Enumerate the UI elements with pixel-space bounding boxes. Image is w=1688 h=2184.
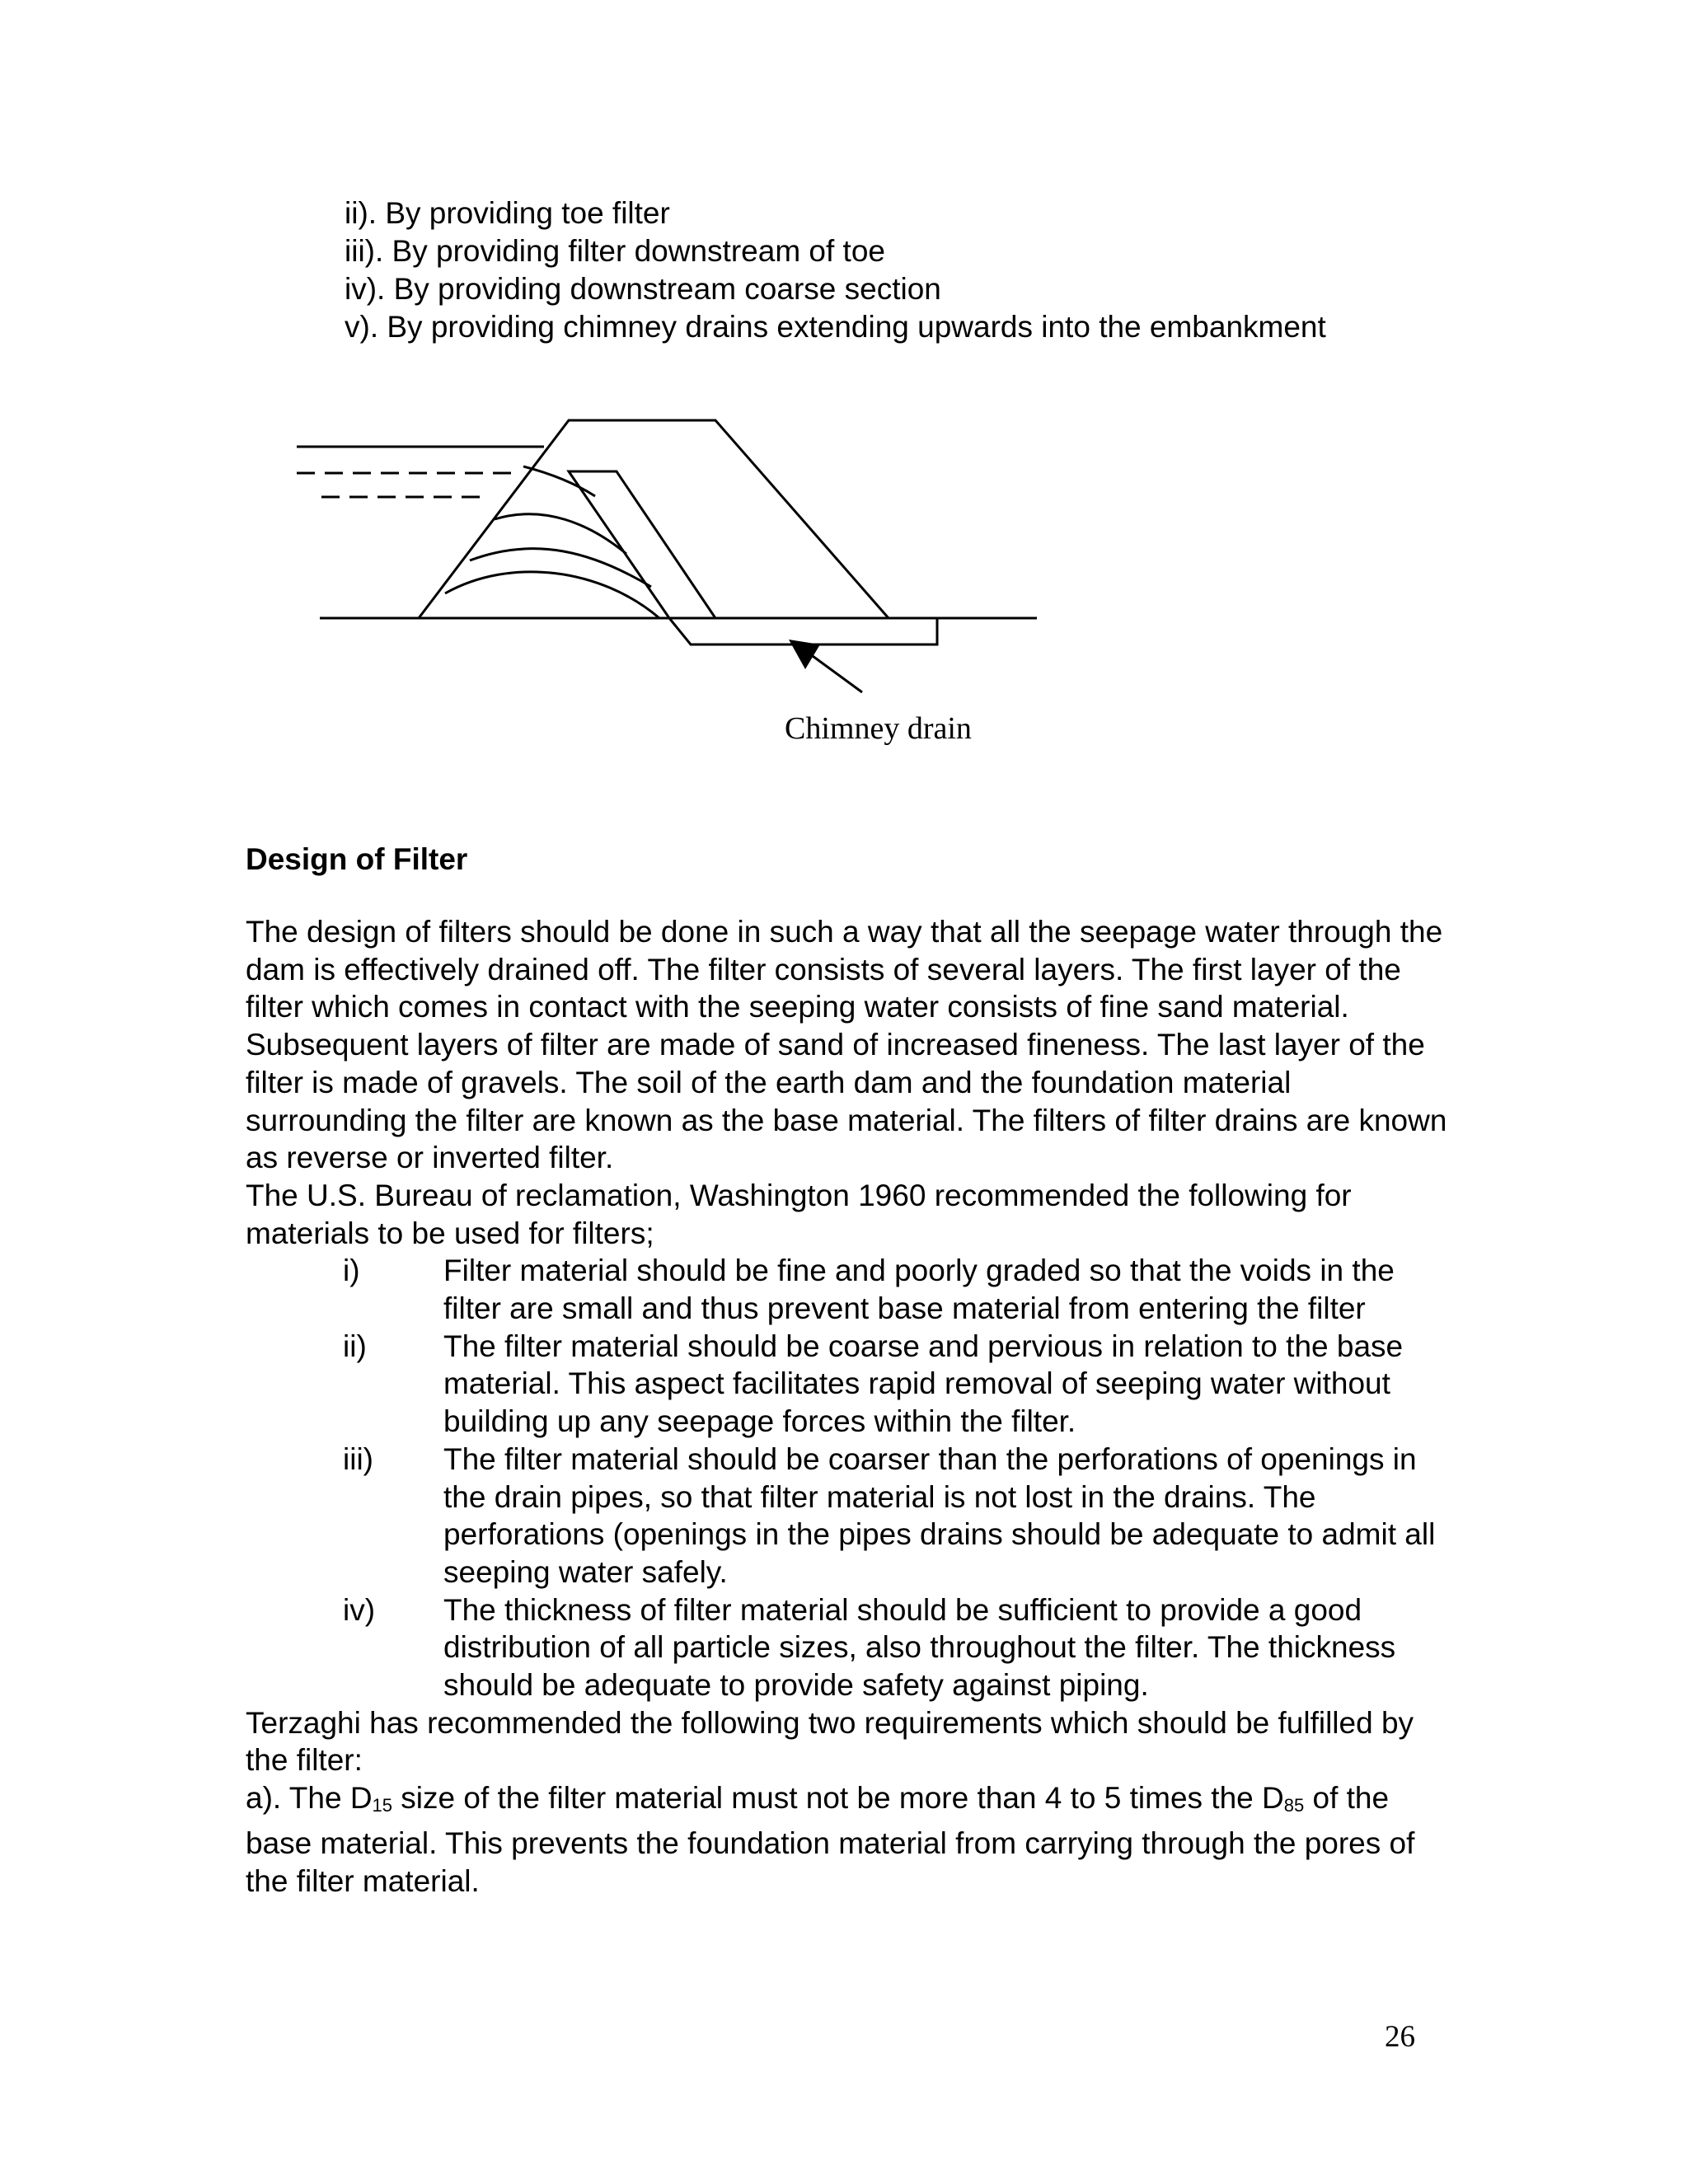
- method-item: iv). By providing downstream coarse section: [345, 272, 941, 306]
- section-body: [246, 913, 1449, 1900]
- item-number: i): [343, 1254, 360, 1288]
- item-text: The filter material should be coarser than the perforations of openings in the drain pipes, so that filter material is not lost in the drains. The perforations (openings in the pipes drains should be adequate to admit all seeping water safely.: [443, 1441, 1436, 1589]
- item-number: iii): [343, 1441, 373, 1476]
- subscript: 15: [372, 1795, 393, 1816]
- arrow-head-icon: [789, 640, 820, 669]
- seepage-line: [470, 549, 651, 587]
- paragraph: The U.S. Bureau of reclamation, Washington 1960 recommended the following for materials to be used for filters;: [246, 1178, 1352, 1250]
- recommendation-item: [246, 1441, 1449, 1591]
- requirement-a: [246, 1779, 1449, 1900]
- method-item: iii). By providing filter downstream of toe: [345, 234, 885, 268]
- paragraph: The design of filters should be done in such a way that all the seepage water through the dam is effectively drained off. The filter consists of several layers. The first layer of the filter which comes in contact with the seeping water consists of fine sand material. Subsequent layers of filter are made of sand of increased fineness. The last layer of the filter is made of gravels. The soil of the earth dam and the foundation material surrounding the filter are known as the base material. The filters of filter drains are known as reverse or inverted filter.: [246, 915, 1447, 1175]
- method-item: v). By providing chimney drains extending upwards into the embankment: [345, 310, 1326, 344]
- item-number: iv): [343, 1592, 376, 1627]
- recommendation-item: [246, 1591, 1449, 1704]
- req-text: a). The D: [246, 1781, 373, 1816]
- page-number: 26: [1385, 2020, 1415, 2054]
- item-text: Filter material should be fine and poorly graded so that the voids in the filter are small and thus prevent base material from entering the filter: [443, 1254, 1395, 1326]
- req-text: of the base material. This prevents the foundation material from carrying through the pores of the filter material.: [246, 1781, 1415, 1898]
- method-item: ii). By providing toe filter: [345, 196, 670, 230]
- item-number: ii): [343, 1329, 367, 1363]
- item-text: The thickness of filter material should be sufficient to provide a good distribution of all particle sizes, also throughout the filter. The thickness should be adequate to provide safety against piping.: [443, 1592, 1396, 1703]
- seepage-line: [445, 572, 659, 618]
- req-text: size of the filter material must not be more than 4 to 5 times the D: [392, 1781, 1284, 1816]
- item-text: The filter material should be coarse and pervious in relation to the base material. This aspect facilitates rapid removal of seeping water without building up any seepage forces within the filter.: [443, 1329, 1404, 1439]
- recommendation-item: [246, 1328, 1449, 1441]
- dam-outline: [419, 420, 889, 618]
- section-heading: Design of Filter: [246, 842, 468, 876]
- paragraph: Terzaghi has recommended the following two requirements which should be fulfilled by the filter:: [246, 1705, 1414, 1778]
- chimney-drain-diagram: [0, 0, 1688, 791]
- subscript: 85: [1283, 1795, 1305, 1816]
- recommendation-item: [246, 1252, 1449, 1327]
- figure-label: Chimney drain: [785, 711, 972, 746]
- seepage-line: [495, 514, 626, 554]
- horizontal-drain: [669, 618, 937, 644]
